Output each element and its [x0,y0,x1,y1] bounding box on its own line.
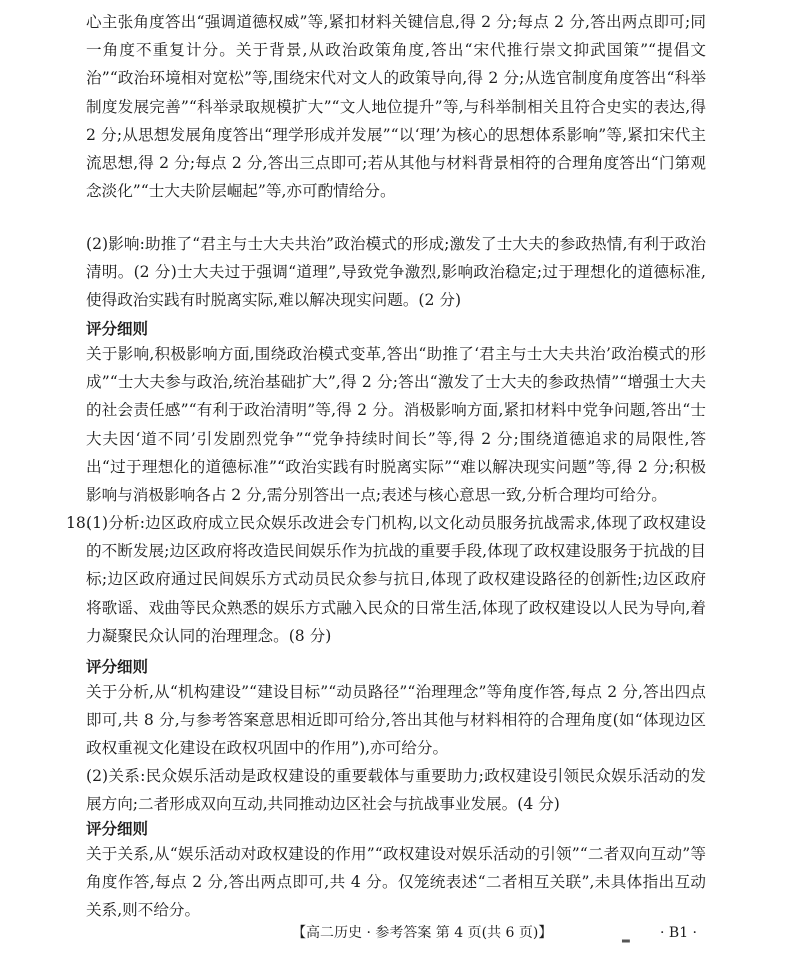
answer-paragraph-18-1: (1)分析:边区政府成立民众娱乐改进会专门机构,以文化动员服务抗战需求,体现了政权建设的不断发展;边区政府将改造民间娱乐作为抗战的重要手段,体现了政权建设服务于抗战的目标;边区政府通过民间娱乐方式动员民众参与抗日,体现了政权建设路径的创新性;边区政府将歌谣、戏曲等民众熟悉的娱乐方式融入民众的日常生活,体现了政权建设以人民为导向,着力凝聚民众认同的治理理念。(8 分) [86,514,706,645]
question-number: 18. [66,514,91,532]
answer-paragraph-18-2: (2)关系:民众娱乐活动是政权建设的重要载体与重要助力;政权建设引领民众娱乐活动的发展方向;二者形成双向互动,共同推动边区社会与抗战事业发展。(4 分) [86,767,706,814]
footer-code: · B1 · [660,925,697,941]
footer-mark: ▂ [622,932,630,943]
section-heading-scoring-3: 评分细则 [86,820,149,838]
scoring-paragraph-1: 关于影响,积极影响方面,围绕政治模式变革,答出“助推了‘君主与士大夫共治’政治模式的形成”“士大夫参与政治,统治基础扩大”,得 2 分;答出“激发了士大夫的参政热情”“增强士大夫的社会责任感”“有利于政治清明”等,得 2 分。消极影响方面,紧扣材料中党争问题,答出“士大夫因‘道不同’引发剧烈党争”“党争持续时间长”等,得 2 分;围绕道德追求的局限性,答出“过于理想化的道德标准”“政治实践有时脱离实际”“难以解决现实问题”等,得 2 分;积极影响与消极影响各占 2 分,需分别答出一点;表述与核心意思一致,分析合理均可给分。 [86,345,706,505]
scoring-paragraph-2: 关于分析,从“机构建设”“建设目标”“动员路径”“治理理念”等角度作答,每点 2 分,答出四点即可,共 8 分,与参考答案意思相近即可给分,答出其他与材料相符的合理角度(如“体现边区政权重视文化建设在政权巩固中的作用”),亦可给分。 [86,683,706,758]
section-heading-scoring-1: 评分细则 [86,320,149,338]
answer-paragraph-1: 心主张角度答出“强调道德权威”等,紧扣材料关键信息,得 2 分;每点 2 分,答出两点即可;同一角度不重复计分。关于背景,从政治政策角度,答出“宋代推行崇文抑武国策”“提倡文治”“政治环境相对宽松”等,围绕宋代对文人的政策导向,得 2 分;从选官制度角度答出“科举制度发展完善”“科举录取规模扩大”“文人地位提升”等,与科举制相关且符合史实的表达,得 2 分;从思想发展角度答出“理学形成并发展”“以‘理’为核心的思想体系影响”等,紧扣宋代主流思想,得 2 分;每点 2 分,答出三点即可;若从其他与材料背景相符的合理角度答出“门第观念淡化”“士大夫阶层崛起”等,亦可酌情给分。 [86,13,706,201]
section-heading-scoring-2: 评分细则 [86,658,149,676]
scoring-paragraph-3: 关于关系,从“娱乐活动对政权建设的作用”“政权建设对娱乐活动的引领”“二者双向互动”等角度作答,每点 2 分,答出两点即可,共 4 分。仅笼统表述“二者相互关联”,未具体指出互动关系,则不给分。 [86,845,706,920]
answer-paragraph-2-impact: (2)影响:助推了“君主与士大夫共治”政治模式的形成;激发了士大夫的参政热情,有利于政治清明。(2 分)士大夫过于强调“道理”,导致党争激烈,影响政治稳定;过于理想化的道德标准,使得政治实践有时脱离实际,难以解决现实问题。(2 分) [86,235,706,310]
footer-page-info: 【高二历史 · 参考答案 第 4 页(共 6 页)】 [292,925,553,941]
